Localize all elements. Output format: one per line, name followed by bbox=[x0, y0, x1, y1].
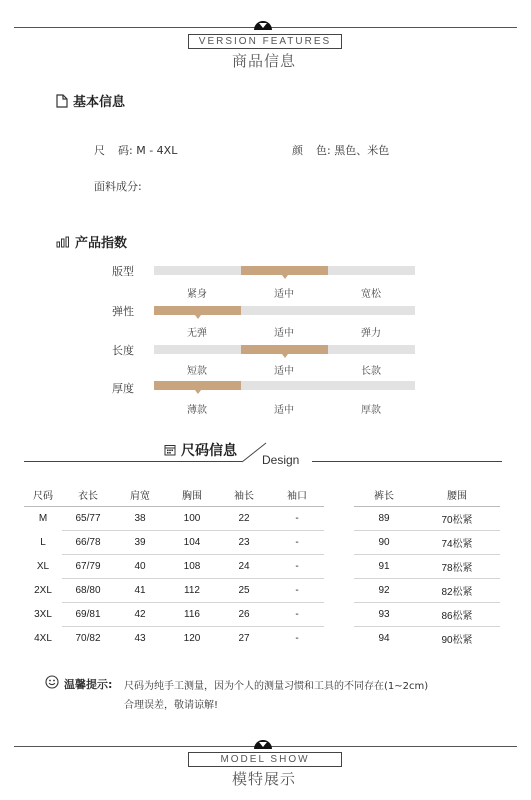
size-table-spacer bbox=[324, 603, 354, 627]
down-triangle-icon bbox=[253, 738, 273, 750]
size-table-cell: 22 bbox=[218, 507, 270, 531]
size-info-heading-text: 尺码信息 bbox=[181, 443, 237, 459]
size-table-cell: 94 bbox=[378, 633, 390, 644]
document-icon bbox=[56, 94, 68, 108]
size-table-cell: 86松紧 bbox=[414, 603, 500, 627]
size-info-rule-right bbox=[312, 461, 502, 462]
size-table-cell: 68/80 bbox=[62, 579, 114, 603]
color-key: 颜色 bbox=[292, 144, 340, 157]
model-show-label: MODEL SHOW bbox=[188, 752, 342, 767]
index-bar-selected bbox=[241, 345, 328, 354]
size-table-cell: - bbox=[270, 603, 324, 627]
index-option: 适中 bbox=[274, 366, 294, 377]
index-option: 适中 bbox=[274, 405, 294, 416]
size-table-cell: 70松紧 bbox=[414, 507, 500, 531]
size-key: 尺码 bbox=[94, 144, 142, 157]
size-table-cell: 65/77 bbox=[62, 507, 114, 531]
index-option: 厚款 bbox=[361, 405, 381, 416]
smile-icon bbox=[45, 675, 59, 689]
size-table-cell: 41 bbox=[114, 579, 166, 603]
size-table-col-header: 衣长 bbox=[62, 482, 114, 507]
size-table-cell: 40 bbox=[114, 555, 166, 579]
index-option: 短款 bbox=[187, 366, 207, 377]
size-table-spacer bbox=[324, 531, 354, 555]
index-row-label: 版型 bbox=[112, 265, 134, 278]
size-table-cell: 93 bbox=[354, 603, 414, 627]
size-table-cell: 2XL bbox=[34, 585, 52, 596]
size-table-cell: 92 bbox=[354, 579, 414, 603]
size-table-cell: 116 bbox=[166, 603, 218, 627]
section-title-model-show: 模特展示 bbox=[231, 770, 296, 788]
index-option: 适中 bbox=[274, 328, 294, 339]
size-table-cell: 89 bbox=[354, 507, 414, 531]
down-triangle-icon bbox=[253, 19, 273, 31]
section-title-product-info: 商品信息 bbox=[231, 52, 296, 70]
index-bar-track bbox=[154, 306, 415, 315]
index-bar-selected bbox=[154, 306, 241, 315]
index-option: 无弹 bbox=[187, 328, 207, 339]
index-bar-track bbox=[154, 345, 415, 354]
size-table-cell: L bbox=[40, 537, 46, 548]
size-table-col-header: 袖长 bbox=[218, 482, 270, 507]
table-row bbox=[24, 603, 500, 627]
size-table-cell: 3XL bbox=[34, 609, 52, 620]
index-row-label: 长度 bbox=[112, 344, 134, 357]
size-info-heading bbox=[164, 440, 237, 460]
size-table-col-header: 胸围 bbox=[166, 482, 218, 507]
size-table-spacer bbox=[324, 507, 354, 531]
size-table-cell: 66/78 bbox=[62, 531, 114, 555]
size-table-col-header: 袖口 bbox=[270, 482, 324, 507]
size-table-col-header: 裤长 bbox=[354, 482, 414, 507]
size-table-cell: 104 bbox=[166, 531, 218, 555]
index-row-label: 厚度 bbox=[112, 382, 134, 395]
size-table-col-header: 肩宽 bbox=[114, 482, 166, 507]
table-row bbox=[24, 507, 500, 531]
design-label: Design bbox=[262, 453, 300, 467]
size-table-cell: 69/81 bbox=[62, 603, 114, 627]
size-table-cell: 24 bbox=[218, 555, 270, 579]
color-label bbox=[292, 142, 389, 158]
size-table-cell: 25 bbox=[218, 579, 270, 603]
size-table-cell: M bbox=[38, 513, 48, 525]
tip-label: 温馨提示: bbox=[64, 678, 113, 691]
basic-info-heading bbox=[56, 91, 125, 110]
size-table-cell: 74松紧 bbox=[414, 531, 500, 555]
basic-info-heading-text: 基本信息 bbox=[73, 95, 126, 110]
index-option: 长款 bbox=[361, 366, 381, 377]
index-row-label: 弹性 bbox=[112, 305, 134, 318]
index-option: 适中 bbox=[274, 289, 294, 300]
fabric-label: 面料成分: bbox=[94, 180, 142, 193]
size-table-cell: 100 bbox=[166, 507, 218, 531]
size-table-body bbox=[24, 507, 500, 651]
index-bar-track bbox=[154, 381, 415, 390]
index-option: 宽松 bbox=[361, 289, 381, 300]
size-table-cell: 43 bbox=[134, 633, 146, 644]
size-table-cell: 91 bbox=[354, 555, 414, 579]
calendar-icon bbox=[164, 444, 176, 456]
size-table-cell: 70/82 bbox=[75, 633, 101, 644]
size-table-cell: 26 bbox=[218, 603, 270, 627]
color-value: : 黑色、米色 bbox=[327, 144, 390, 157]
size-table-cell: 23 bbox=[218, 531, 270, 555]
size-label bbox=[94, 142, 177, 158]
table-row bbox=[24, 627, 500, 651]
size-value: : M - 4XL bbox=[129, 144, 178, 157]
size-table-cell: 27 bbox=[238, 633, 250, 644]
size-table-cell: - bbox=[270, 555, 324, 579]
size-table-col-header: 腰围 bbox=[414, 482, 500, 507]
size-table-cell: 42 bbox=[114, 603, 166, 627]
size-table-spacer bbox=[324, 627, 354, 651]
size-table-cell: 4XL bbox=[34, 632, 52, 644]
size-table-cell: - bbox=[295, 633, 299, 644]
size-table-cell: 90松紧 bbox=[441, 635, 473, 646]
size-table-header bbox=[24, 482, 500, 507]
index-option: 薄款 bbox=[187, 405, 207, 416]
size-table-spacer bbox=[324, 482, 354, 507]
size-table-cell: 90 bbox=[354, 531, 414, 555]
product-index-heading bbox=[56, 232, 127, 251]
size-table-cell: 78松紧 bbox=[414, 555, 500, 579]
size-info-rule-left bbox=[24, 461, 242, 462]
table-row bbox=[24, 579, 500, 603]
size-table-cell: 38 bbox=[114, 507, 166, 531]
index-bar-track bbox=[154, 266, 415, 275]
size-table-cell: XL bbox=[36, 561, 50, 572]
size-table-cell: 108 bbox=[166, 555, 218, 579]
size-table-cell: 112 bbox=[166, 579, 218, 603]
size-table-cell: - bbox=[270, 579, 324, 603]
product-index-heading-text: 产品指数 bbox=[75, 236, 128, 251]
table-row bbox=[24, 555, 500, 579]
size-table-col-header: 尺码 bbox=[24, 482, 62, 507]
size-table-cell: 67/79 bbox=[62, 555, 114, 579]
version-features-label: VERSION FEATURES bbox=[188, 34, 342, 49]
size-table bbox=[24, 482, 500, 650]
size-table-spacer bbox=[324, 579, 354, 603]
index-bar-selected bbox=[241, 266, 328, 275]
size-table-cell: 39 bbox=[114, 531, 166, 555]
index-option: 紧身 bbox=[187, 289, 207, 300]
tip-line-2: 合理误差，敬请谅解! bbox=[124, 700, 219, 711]
index-option: 弹力 bbox=[361, 328, 381, 339]
tip-line-1: 尺码为纯手工测量，因为个人的测量习惯和工具的不同存在(1~2cm) bbox=[124, 681, 429, 692]
size-table-cell: - bbox=[270, 507, 324, 531]
index-bar-selected bbox=[154, 381, 241, 390]
table-row bbox=[24, 531, 500, 555]
size-table-cell: - bbox=[270, 531, 324, 555]
size-table-cell: 82松紧 bbox=[414, 579, 500, 603]
size-table-spacer bbox=[324, 555, 354, 579]
bar-chart-icon bbox=[56, 236, 70, 248]
size-table-cell: 120 bbox=[183, 633, 201, 644]
